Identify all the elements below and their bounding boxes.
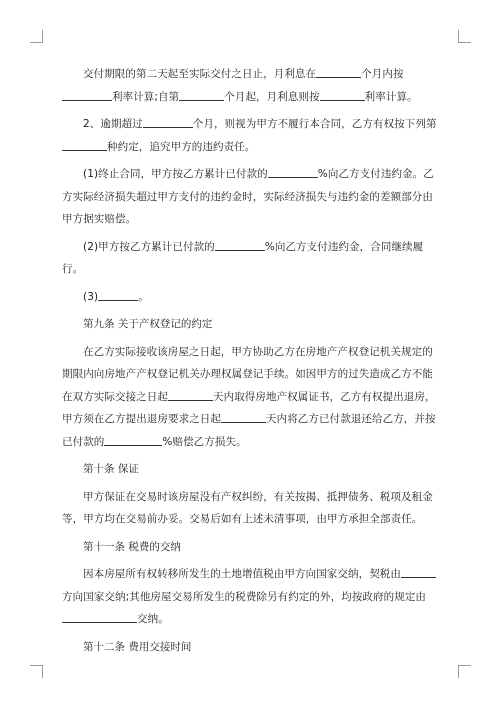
article-11-heading: 第十一条 税费的交纳 <box>83 540 181 553</box>
text: 交纳。 <box>137 613 169 625</box>
text: %赔偿乙方损失。 <box>162 435 247 448</box>
paragraph-taxes <box>62 563 442 631</box>
blank-field[interactable] <box>221 411 266 423</box>
blank-field[interactable] <box>168 389 213 401</box>
text: (3) <box>83 290 99 303</box>
paragraph-interest <box>62 63 442 108</box>
text: %向乙方支付违约金，合同继续履行。 <box>62 240 424 275</box>
blank-field[interactable] <box>143 116 193 128</box>
article-9-heading: 第九条 关于产权登记的约定 <box>83 318 213 330</box>
blank-field[interactable] <box>316 66 361 78</box>
text: 种约定，追究甲方的违约责任。 <box>107 140 256 153</box>
text: 个月内按 <box>361 68 404 80</box>
text: (2)甲方按乙方累计已付款的 <box>83 240 215 253</box>
blank-field[interactable] <box>215 239 265 251</box>
article-10-heading: 第十条 保证 <box>83 463 139 475</box>
text: (1)终止合同，甲方按乙方累计已付款的 <box>83 168 268 180</box>
text: 因本房屋所有权转移所发生的土地增值税由甲方向国家交纳，契税由 <box>83 568 401 580</box>
blank-field[interactable] <box>62 611 112 623</box>
text: 利率计算;自第 <box>112 90 180 103</box>
text: 个月，则视为甲方不履行本合同，乙方有权按下列第 <box>192 118 437 130</box>
paragraph-option-1 <box>62 163 442 231</box>
text: 个月起，月利息则按 <box>224 90 320 103</box>
blank-field[interactable] <box>142 434 162 446</box>
blank-field[interactable] <box>179 89 224 101</box>
blank-field[interactable] <box>62 89 112 101</box>
blank-field[interactable] <box>320 89 365 101</box>
text: 在乙方实际接收该房屋之日起，甲方协助乙方在房地产产权登记机关规定的期限内向房地产产权登记机关办理权属登记手续。如因甲方的过失造成乙方不能在双方实际交接之日起 <box>62 345 433 403</box>
paragraph-option-3 <box>62 286 442 309</box>
paragraph-overdue <box>62 113 442 158</box>
blank-field[interactable] <box>268 166 318 178</box>
paragraph-registration <box>62 341 442 454</box>
blank-field[interactable] <box>62 139 82 151</box>
article-12-heading: 第十二条 费用交接时间 <box>83 640 192 653</box>
text: 方向国家交纳;其他房屋交易所发生的税费除另有约定的外，均按政府的规定由 <box>62 590 427 603</box>
text: %向乙方支付违约金。乙方实际经济损失超过甲方支付的违约金时，实际经济损失与违约金的差额部分由甲方据实赔偿。 <box>62 168 434 225</box>
corner-mark-bottom-right <box>458 665 471 678</box>
corner-mark-top-right <box>458 30 471 43</box>
blank-field[interactable] <box>98 289 138 301</box>
text: 2、逾期超过 <box>83 118 143 130</box>
text: 天内取得房地产权属证书，乙方有权提出退房，甲方须在乙方提出退房要求之日起 <box>62 390 436 425</box>
paragraph-guarantee: 甲方保证在交易时该房屋没有产权纠纷，有关按揭、抵押债务、税项及租金等，甲方均在交易前办妥。交易后如有上述未清事项，由甲方承担全部责任。 <box>62 490 433 525</box>
blank-field[interactable] <box>112 611 137 623</box>
blank-field[interactable] <box>401 566 436 578</box>
blank-field[interactable] <box>104 434 142 446</box>
text: 利率计算。 <box>364 90 418 103</box>
document-page <box>62 63 442 663</box>
text: 交付期限的第二天起至实际交付之日止，月利息在 <box>83 68 317 80</box>
corner-mark-bottom-left <box>30 665 43 678</box>
blank-field[interactable] <box>82 139 107 151</box>
paragraph-option-2 <box>62 236 442 281</box>
text: 。 <box>138 290 149 303</box>
corner-mark-top-left <box>30 30 43 43</box>
text: 天内将乙方已付款退还给乙方，并按已付款的 <box>62 413 436 448</box>
